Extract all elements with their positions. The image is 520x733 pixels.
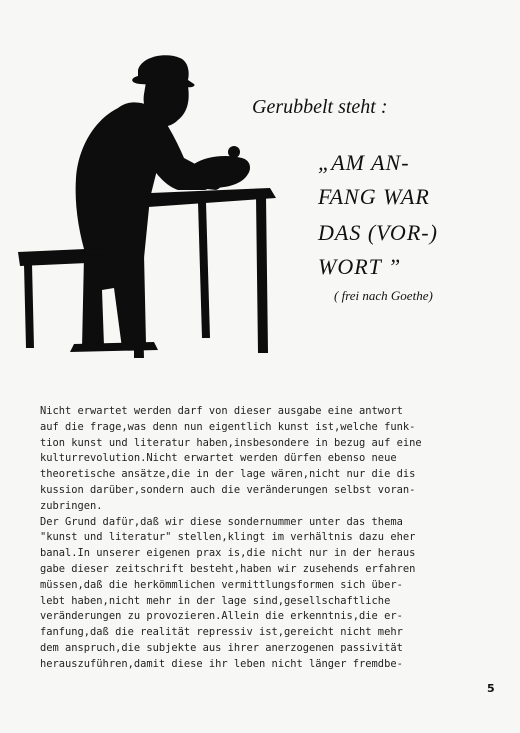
body-line: lebt haben,nicht mehr in der lage sind,gesellschaftliche bbox=[40, 594, 391, 607]
page-number: 5 bbox=[487, 682, 495, 695]
reading-man-silhouette-icon bbox=[18, 48, 286, 368]
body-line: auf die frage,was denn nun eigentlich kunst ist,welche funk- bbox=[40, 420, 416, 433]
quote-line: DAS (VOR-) bbox=[318, 220, 438, 245]
body-line: kussion darüber,sondern auch die veränderungen selbst voran- bbox=[40, 483, 416, 496]
quote-line: WORT ” bbox=[318, 254, 402, 279]
body-line: kulturrevolution.Nicht erwartet werden dürfen ebenso neue bbox=[40, 452, 397, 465]
body-line: Nicht erwartet werden darf von dieser ausgabe eine antwort bbox=[40, 405, 403, 417]
quote-line: „AM AN- bbox=[318, 150, 410, 175]
heading-lead: Gerubbelt steht : bbox=[252, 96, 388, 118]
quote-attribution: ( frei nach Goethe) bbox=[334, 288, 433, 303]
body-line: dem anspruch,die subjekte aus ihrer anerzogenen passivität bbox=[40, 641, 403, 654]
body-line: tion kunst und literatur haben,insbesondere in bezug auf eine bbox=[40, 436, 422, 449]
body-line: veränderungen zu provozieren.Allein die erkenntnis,die er- bbox=[40, 610, 403, 623]
body-line: zubringen. bbox=[40, 499, 103, 512]
quote-line: FANG WAR bbox=[318, 184, 430, 209]
body-line: "kunst und literatur" stellen,klingt im verhältnis dazu eher bbox=[40, 531, 416, 544]
body-line: gabe dieser zeitschrift besteht,haben wir zusehends erfahren bbox=[40, 562, 416, 575]
body-line: theoretische ansätze,die in der lage wären,nicht nur die dis bbox=[40, 468, 416, 481]
body-line: herauszuführen,damit diese ihr leben nicht länger fremdbe- bbox=[40, 657, 403, 670]
body-text bbox=[40, 404, 480, 673]
body-line: Der Grund dafür,daß wir diese sondernummer unter das thema bbox=[40, 515, 403, 528]
body-line: fanfung,daß die realität repressiv ist,gereicht nicht mehr bbox=[40, 626, 403, 639]
body-line: banal.In unserer eigenen prax is,die nicht nur in der heraus bbox=[40, 547, 416, 560]
body-line: müssen,daß die herkömmlichen vermittlungsformen sich über- bbox=[40, 578, 403, 591]
